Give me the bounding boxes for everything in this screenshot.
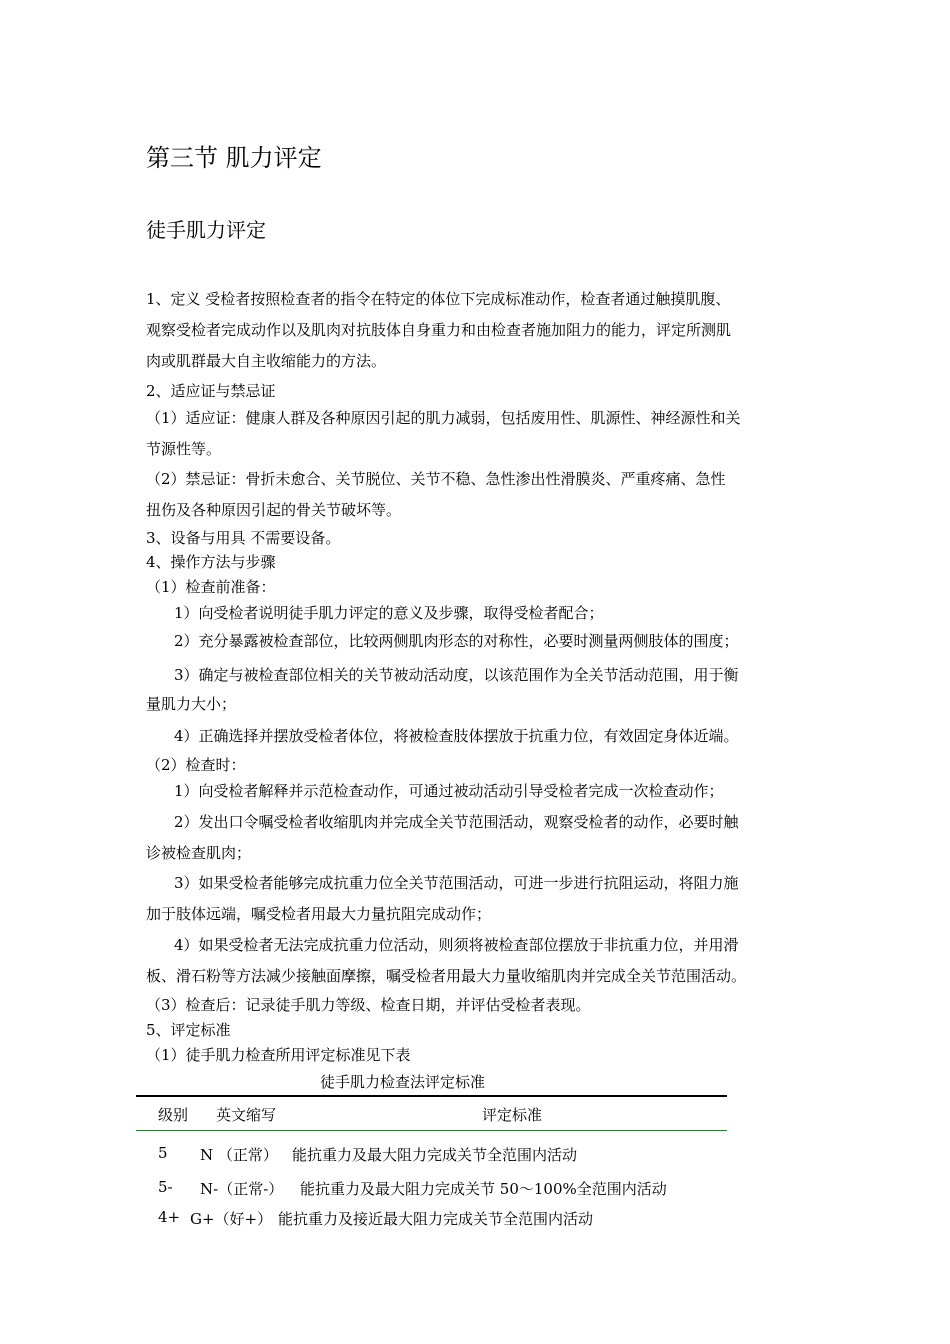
procedure-step: 1）向受检者解释并示范检查动作，可通过被动活动引导受检者完成一次检查动作； [174, 782, 724, 800]
procedure-step: 1）向受检者说明徒手肌力评定的意义及步骤，取得受检者配合； [174, 604, 604, 622]
table-cell: 5- [158, 1178, 173, 1196]
table-cell: 能抗重力及最大阻力完成关节 50～100%全范围内活动 [300, 1180, 667, 1198]
table-header-rule [136, 1130, 727, 1131]
definition-line: 肉或肌群最大自主收缩能力的方法。 [146, 352, 387, 370]
heading-indications: 2、适应证与禁忌证 [146, 382, 276, 400]
contraindication-line: （2）禁忌证：骨折未愈合、关节脱位、关节不稳、急性渗出性滑膜炎、严重疼痛、急性 [146, 470, 726, 488]
heading-pre-check: （1）检查前准备： [146, 578, 276, 596]
table-cell: G+（好+） [190, 1210, 273, 1228]
table-top-rule [136, 1095, 727, 1097]
procedure-step: 3）如果受检者能够完成抗重力位全关节范围活动，可进一步进行抗阻运动，将阻力施 [174, 874, 739, 892]
heading-during-check: （2）检查时： [146, 756, 246, 774]
table-header-cell: 级别 [158, 1106, 189, 1124]
table-cell: N （正常） [200, 1146, 278, 1164]
procedure-step: 2）发出口令嘱受检者收缩肌肉并完成全关节范围活动，观察受检者的动作，必要时触 [174, 813, 739, 831]
definition-line: 1、定义 受检者按照检查者的指令在特定的体位下完成标准动作，检查者通过触摸肌腹、 [146, 290, 731, 308]
procedure-step: 3）确定与被检查部位相关的关节被动活动度，以该范围作为全关节活动范围，用于衡 [174, 666, 739, 684]
heading-procedure: 4、操作方法与步骤 [146, 553, 276, 571]
procedure-step: 板、滑石粉等方法减少接触面摩擦，嘱受检者用最大力量收缩肌肉并完成全关节范围活动。 [146, 967, 747, 985]
indication-line: （1）适应证：健康人群及各种原因引起的肌力减弱，包括废用性、肌源性、神经源性和关 [146, 409, 741, 427]
indication-line: 节源性等。 [146, 440, 222, 458]
table-header-cell: 英文缩写 [216, 1106, 277, 1124]
table-cell: 能抗重力及最大阻力完成关节全范围内活动 [292, 1146, 578, 1164]
heading-criteria: 5、评定标准 [146, 1021, 231, 1039]
page-title: 第三节 肌力评定 [146, 144, 322, 172]
table-cell: 5 [158, 1144, 168, 1162]
procedure-step: 诊被检查肌肉； [146, 844, 252, 862]
table-caption: 徒手肌力检查法评定标准 [320, 1073, 486, 1091]
post-check-line: （3）检查后：记录徒手肌力等级、检查日期，并评估受检者表现。 [146, 996, 591, 1014]
table-cell: N-（正常-） [200, 1180, 284, 1198]
section-subtitle: 徒手肌力评定 [146, 218, 266, 242]
definition-line: 观察受检者完成动作以及肌肉对抗肢体自身重力和由检查者施加阻力的能力，评定所测肌 [146, 321, 732, 339]
table-header-cell: 评定标准 [482, 1106, 543, 1124]
table-cell: 能抗重力及接近最大阻力完成关节全范围内活动 [278, 1210, 594, 1228]
procedure-step: 4）如果受检者无法完成抗重力位活动，则须将被检查部位摆放于非抗重力位，并用滑 [174, 936, 739, 954]
procedure-step: 加于肢体远端，嘱受检者用最大力量抗阻完成动作； [146, 905, 492, 923]
equipment-line: 3、设备与用具 不需要设备。 [146, 529, 341, 547]
contraindication-line: 扭伤及各种原因引起的骨关节破坏等。 [146, 501, 402, 519]
procedure-step: 量肌力大小； [146, 695, 237, 713]
procedure-step: 2）充分暴露被检查部位，比较两侧肌肉形态的对称性，必要时测量两侧肢体的围度； [174, 632, 739, 650]
procedure-step: 4）正确选择并摆放受检者体位，将被检查肢体摆放于抗重力位，有效固定身体近端。 [174, 727, 739, 745]
table-cell: 4+ [158, 1208, 181, 1226]
criteria-note: （1）徒手肌力检查所用评定标准见下表 [146, 1046, 411, 1064]
